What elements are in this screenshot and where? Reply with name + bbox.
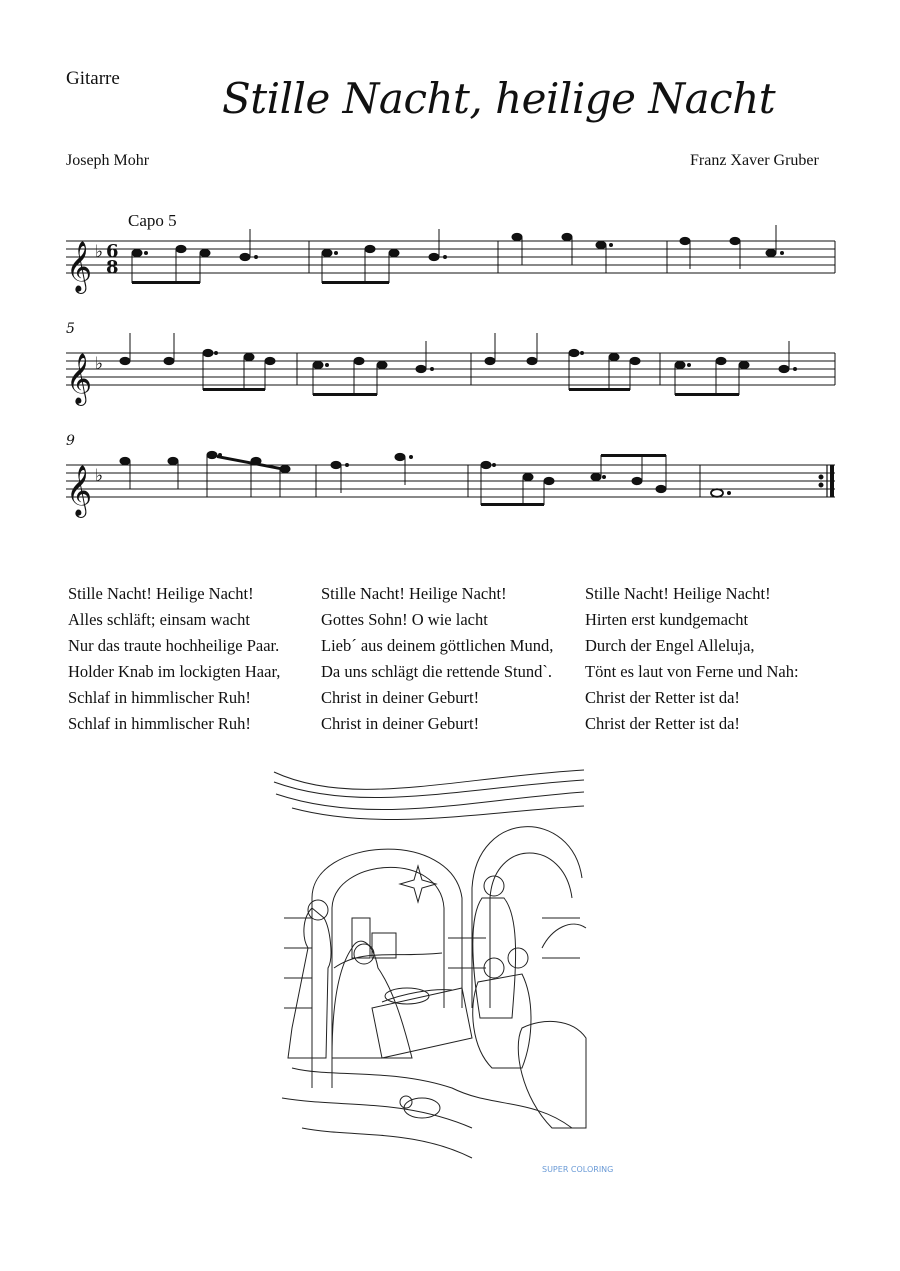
nativity-illustration [272,768,614,1180]
lyric-line: Alles schläft; einsam wacht [68,610,250,629]
lyric-line: Schlaf in himmlischer Ruh! [68,714,251,733]
flat-sign-icon: ♭ [95,242,104,262]
lyric-line: Stille Nacht! Heilige Nacht! [321,584,507,603]
verse-1 [68,581,280,737]
note-group [485,333,640,391]
treble-clef-icon: 𝄞 [66,241,93,292]
lyric-line: Schlaf in himmlischer Ruh! [68,688,251,707]
lyric-line: Lieb´ aus deinem göttlichen Mund, [321,636,554,655]
treble-clef-icon: 𝄞 [66,353,93,404]
note-group [711,489,731,497]
lyric-line: Christ in deiner Geburt! [321,688,480,707]
lyric-line: Holder Knab im lockigten Haar, [68,662,281,681]
lyric-line: Gottes Sohn! O wie lacht [321,610,488,629]
instrument-label: Gitarre [66,68,120,89]
lyric-line: Hirten erst kundgemacht [585,610,749,629]
lyric-line: Stille Nacht! Heilige Nacht! [68,584,254,603]
sheet-music [0,0,900,560]
lyric-line: Christ in deiner Geburt! [321,714,480,733]
capo-marking: Capo 5 [128,211,177,230]
note-group [481,454,666,506]
lyric-line: Christ der Retter ist da! [585,714,740,733]
watermark-logo: SUPER COLORING [542,1165,614,1174]
note-group [512,233,613,273]
time-signature-top: 6 [106,241,119,262]
lyric-line: Tönt es laut von Ferne und Nah: [585,662,799,681]
note-group [680,225,784,269]
flat-sign-icon: ♭ [95,466,104,486]
time-signature-bottom: 8 [106,257,119,278]
composer-name: Franz Xaver Gruber [690,152,819,169]
note-group [120,451,290,497]
lyric-line: Da uns schlägt die rettende Stund`. [321,662,552,681]
verse-3 [585,581,799,737]
measure-number: 9 [66,433,75,449]
lyricist-name: Joseph Mohr [66,152,150,169]
flat-sign-icon: ♭ [95,354,104,374]
song-title: Stille Nacht, heilige Nacht [222,74,776,123]
measure-number: 5 [66,321,75,337]
treble-clef-icon: 𝄞 [66,465,93,516]
staff-line-group-3 [66,465,835,497]
lyric-line: Durch der Engel Alleluja, [585,636,755,655]
lyric-line: Stille Nacht! Heilige Nacht! [585,584,771,603]
verse-2 [321,581,553,737]
lyric-line: Christ der Retter ist da! [585,688,740,707]
note-group [120,333,275,391]
lyric-line: Nur das traute hochheilige Paar. [68,636,280,655]
